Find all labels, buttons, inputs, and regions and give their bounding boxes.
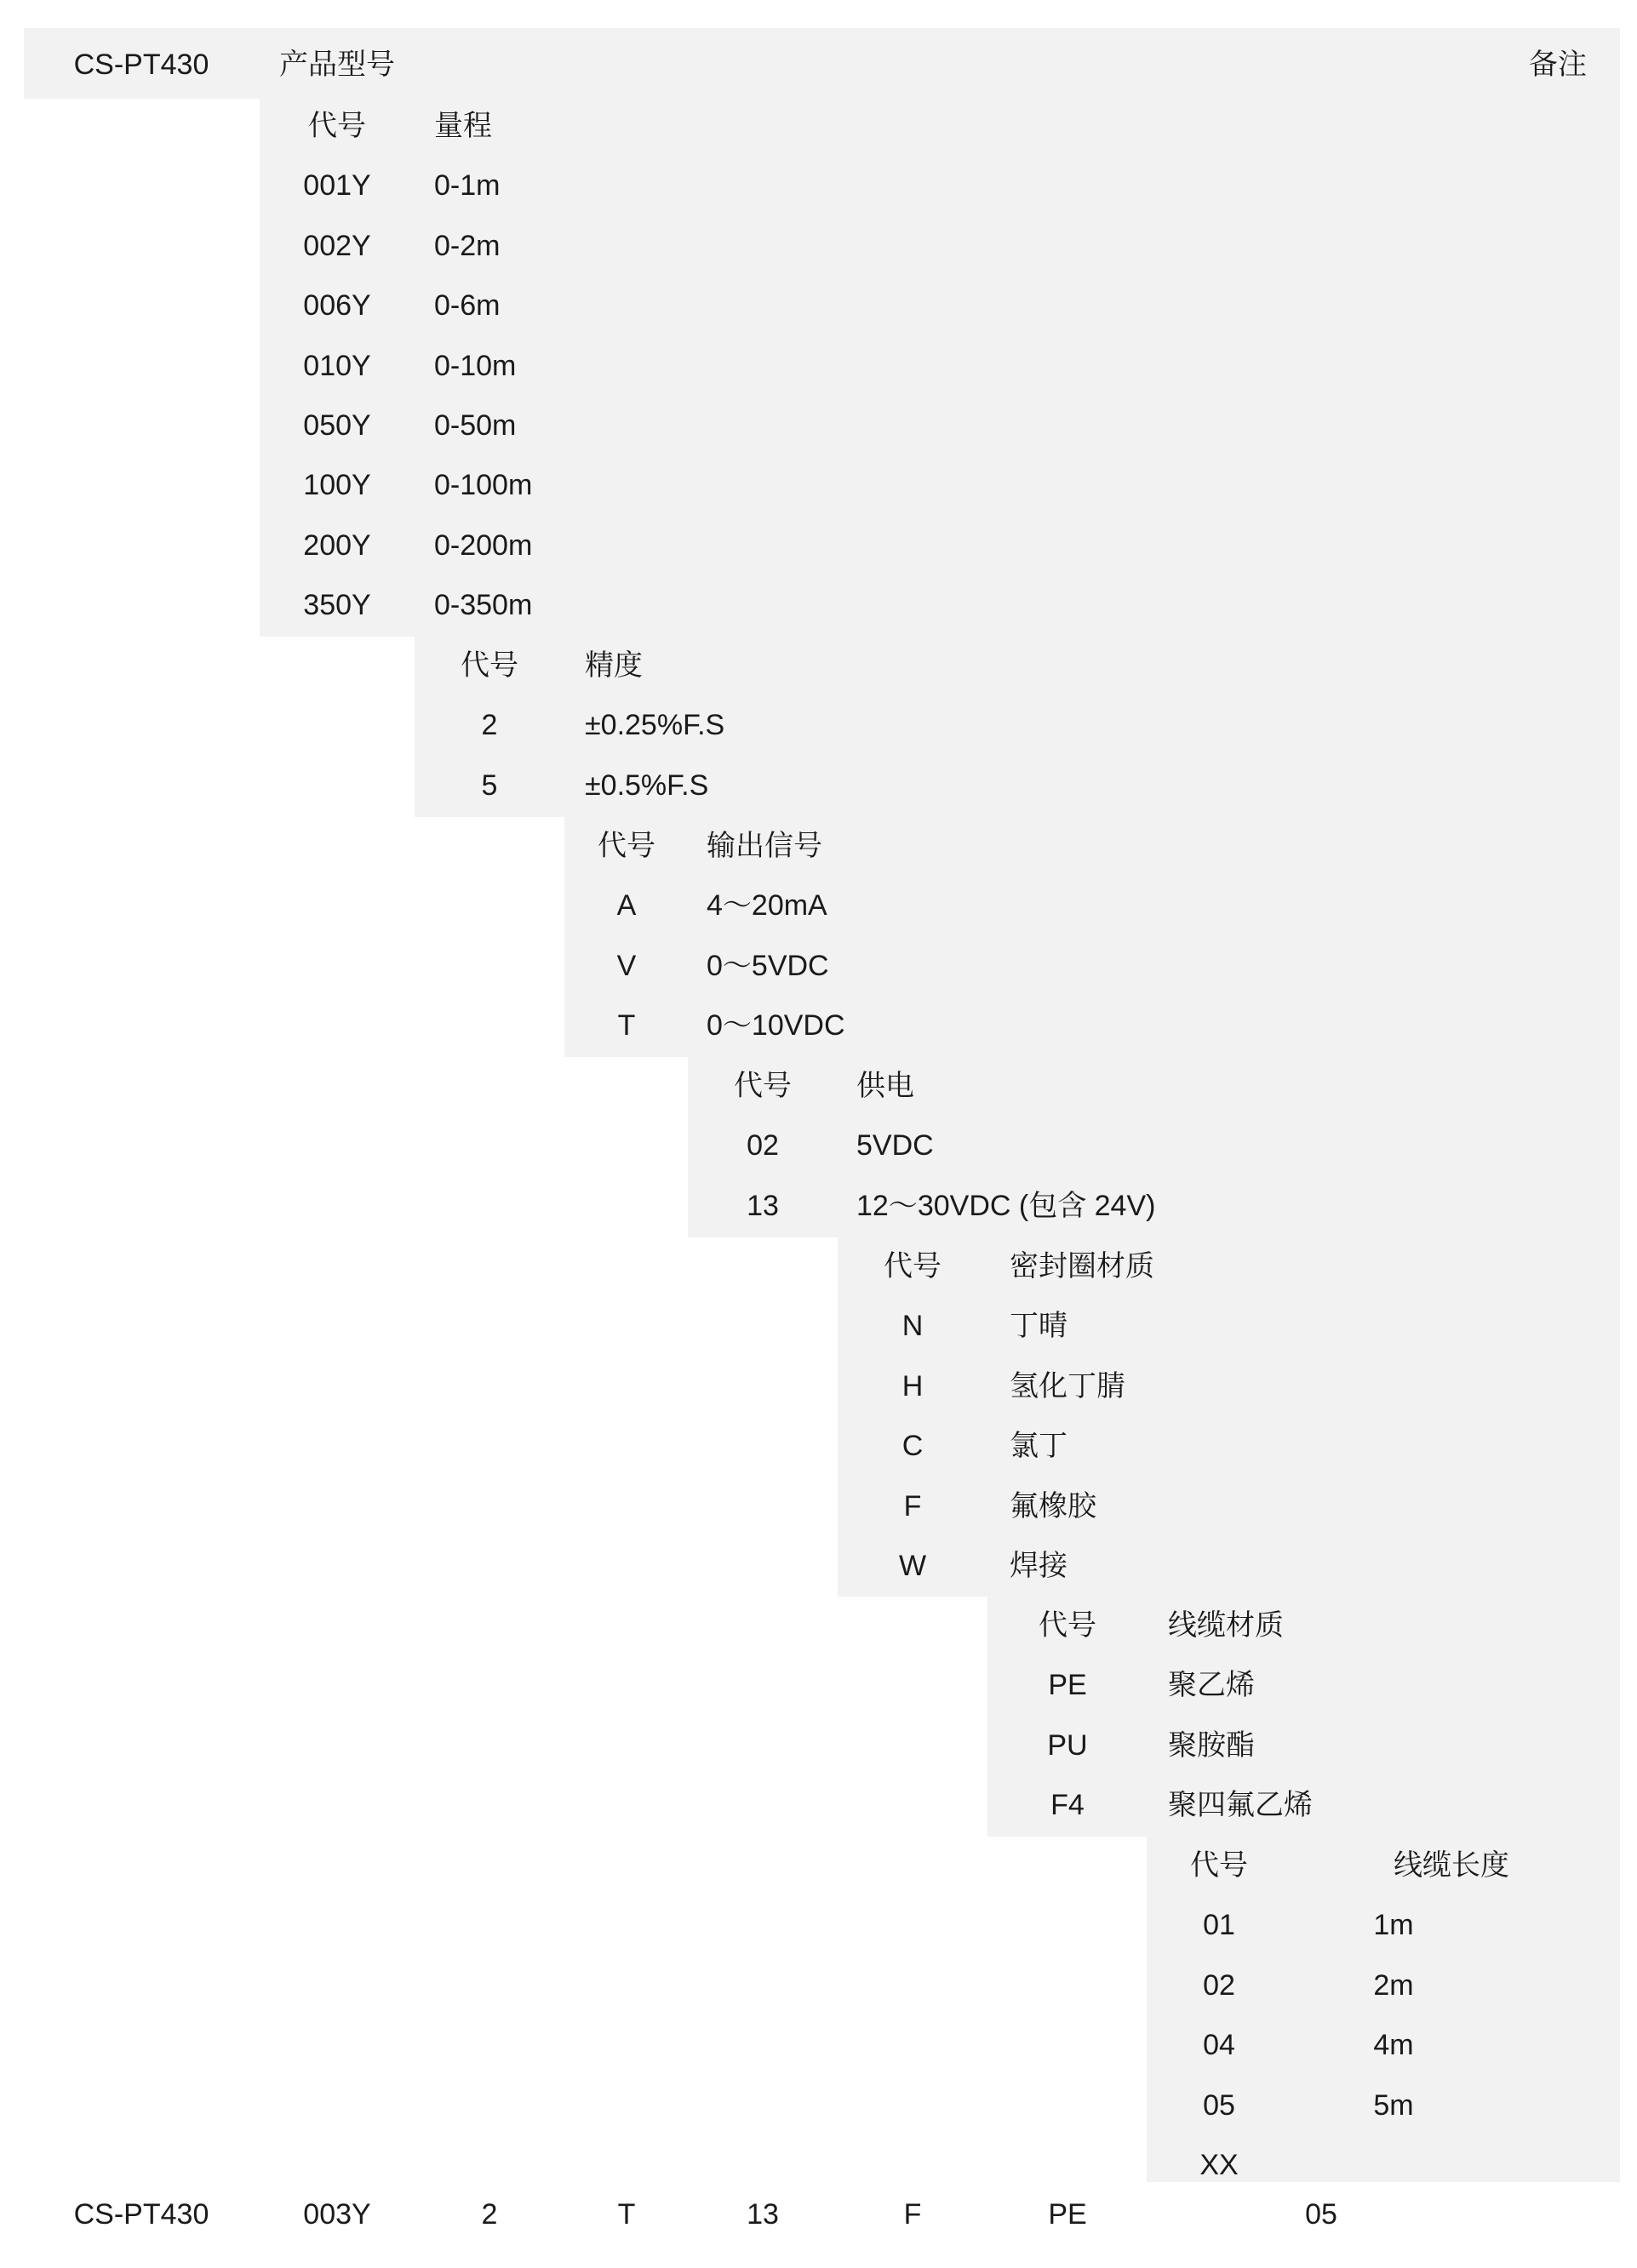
product-model-label: 产品型号	[279, 49, 395, 81]
seal-code: F	[903, 1489, 922, 1522]
accuracy-code: 2	[481, 709, 498, 742]
cable-length-value: 2m	[1373, 1968, 1414, 2002]
output-code: A	[616, 889, 637, 923]
range-code: 100Y	[303, 469, 371, 502]
remarks-column	[1495, 99, 1620, 2182]
range-value: 0-200m	[434, 528, 533, 562]
output-code: V	[616, 949, 637, 982]
seal-code: N	[901, 1310, 924, 1343]
cable-length-code: 01	[1203, 1909, 1235, 1942]
accuracy-value: ±0.5%F.S	[585, 768, 709, 802]
output-value: 4～20mA	[707, 889, 827, 923]
power-value: 12～30VDC (包含 24V)	[856, 1189, 1156, 1222]
range-value: 0-6m	[434, 289, 501, 323]
power-code: 02	[747, 1129, 779, 1163]
range-code: 350Y	[303, 589, 371, 622]
example-code-3: 2	[481, 2198, 498, 2231]
cable-material-code: F4	[1050, 1789, 1085, 1822]
cable-material-value: 聚乙烯	[1168, 1669, 1255, 1702]
cable-material-value: 聚四氟乙烯	[1168, 1789, 1313, 1822]
cable-material-code: PU	[1047, 1728, 1088, 1762]
range-code: 002Y	[303, 229, 371, 262]
seal-code: W	[898, 1550, 927, 1582]
output-value-header: 输出信号	[707, 830, 822, 862]
range-code: 200Y	[303, 528, 371, 562]
accuracy-code: 5	[481, 768, 498, 802]
output-block	[564, 817, 1495, 1057]
output-code: T	[617, 1009, 636, 1043]
power-value-header: 供电	[856, 1070, 914, 1102]
cable-length-code: 05	[1203, 2088, 1235, 2122]
seal-value: 氢化丁腈	[1010, 1369, 1125, 1403]
example-code-2: 003Y	[303, 2198, 371, 2231]
accuracy-value-header: 精度	[585, 649, 643, 682]
range-code: 010Y	[303, 349, 371, 382]
example-code-5: 13	[747, 2198, 779, 2231]
power-value: 5VDC	[856, 1129, 934, 1163]
cable-length-code: 04	[1203, 2029, 1235, 2062]
range-code-header: 代号	[308, 110, 366, 142]
model-number: CS-PT430	[73, 49, 209, 81]
cable-length-code: XX	[1199, 2149, 1239, 2181]
example-code-7: PE	[1048, 2198, 1087, 2231]
example-code-4: T	[617, 2198, 636, 2231]
seal-value-header: 密封圈材质	[1010, 1250, 1154, 1283]
seal-value: 氯丁	[1010, 1430, 1067, 1463]
accuracy-block	[415, 637, 1495, 817]
output-code-header: 代号	[598, 830, 655, 862]
seal-block	[838, 1237, 1495, 1597]
power-code-header: 代号	[734, 1070, 792, 1102]
seal-code-header: 代号	[884, 1250, 942, 1283]
example-code-1: CS-PT430	[73, 2198, 209, 2231]
cable-length-value: 5m	[1373, 2088, 1414, 2122]
range-code: 050Y	[303, 409, 371, 442]
range-value: 0-10m	[434, 349, 517, 382]
cable-length-block	[1147, 1837, 1495, 2182]
range-value: 0-50m	[434, 409, 517, 442]
seal-value: 氟橡胶	[1010, 1489, 1096, 1522]
range-code: 001Y	[303, 169, 371, 203]
power-code: 13	[747, 1189, 779, 1222]
cable-length-value-header: 线缆长度	[1394, 1849, 1509, 1882]
cable-length-value: 1m	[1373, 1909, 1414, 1942]
seal-code: C	[901, 1430, 924, 1463]
cable-material-code: PE	[1048, 1669, 1087, 1702]
range-value-header: 量程	[434, 110, 492, 142]
cable-length-code: 02	[1203, 1968, 1235, 2002]
range-value: 0-1m	[434, 169, 501, 203]
accuracy-code-header: 代号	[461, 649, 518, 682]
cable-material-value: 聚胺酯	[1168, 1728, 1255, 1762]
header-band	[24, 28, 1620, 99]
range-code: 006Y	[303, 289, 371, 323]
range-value: 0-2m	[434, 229, 501, 262]
seal-value: 丁晴	[1010, 1310, 1067, 1343]
seal-code: H	[901, 1369, 924, 1403]
example-code-8: 05	[1305, 2198, 1337, 2231]
seal-value: 焊接	[1010, 1550, 1067, 1582]
cable-length-value: 4m	[1373, 2029, 1414, 2062]
cable-material-code-header: 代号	[1039, 1609, 1096, 1642]
example-code-6: F	[903, 2198, 922, 2231]
cable-length-code-header: 代号	[1190, 1849, 1248, 1882]
output-value: 0～10VDC	[707, 1009, 845, 1043]
range-value: 0-100m	[434, 469, 533, 502]
accuracy-value: ±0.25%F.S	[585, 709, 725, 742]
range-value: 0-350m	[434, 589, 533, 622]
output-value: 0～5VDC	[707, 949, 829, 982]
cable-material-value-header: 线缆材质	[1168, 1609, 1284, 1642]
remarks-label: 备注	[1529, 49, 1587, 81]
